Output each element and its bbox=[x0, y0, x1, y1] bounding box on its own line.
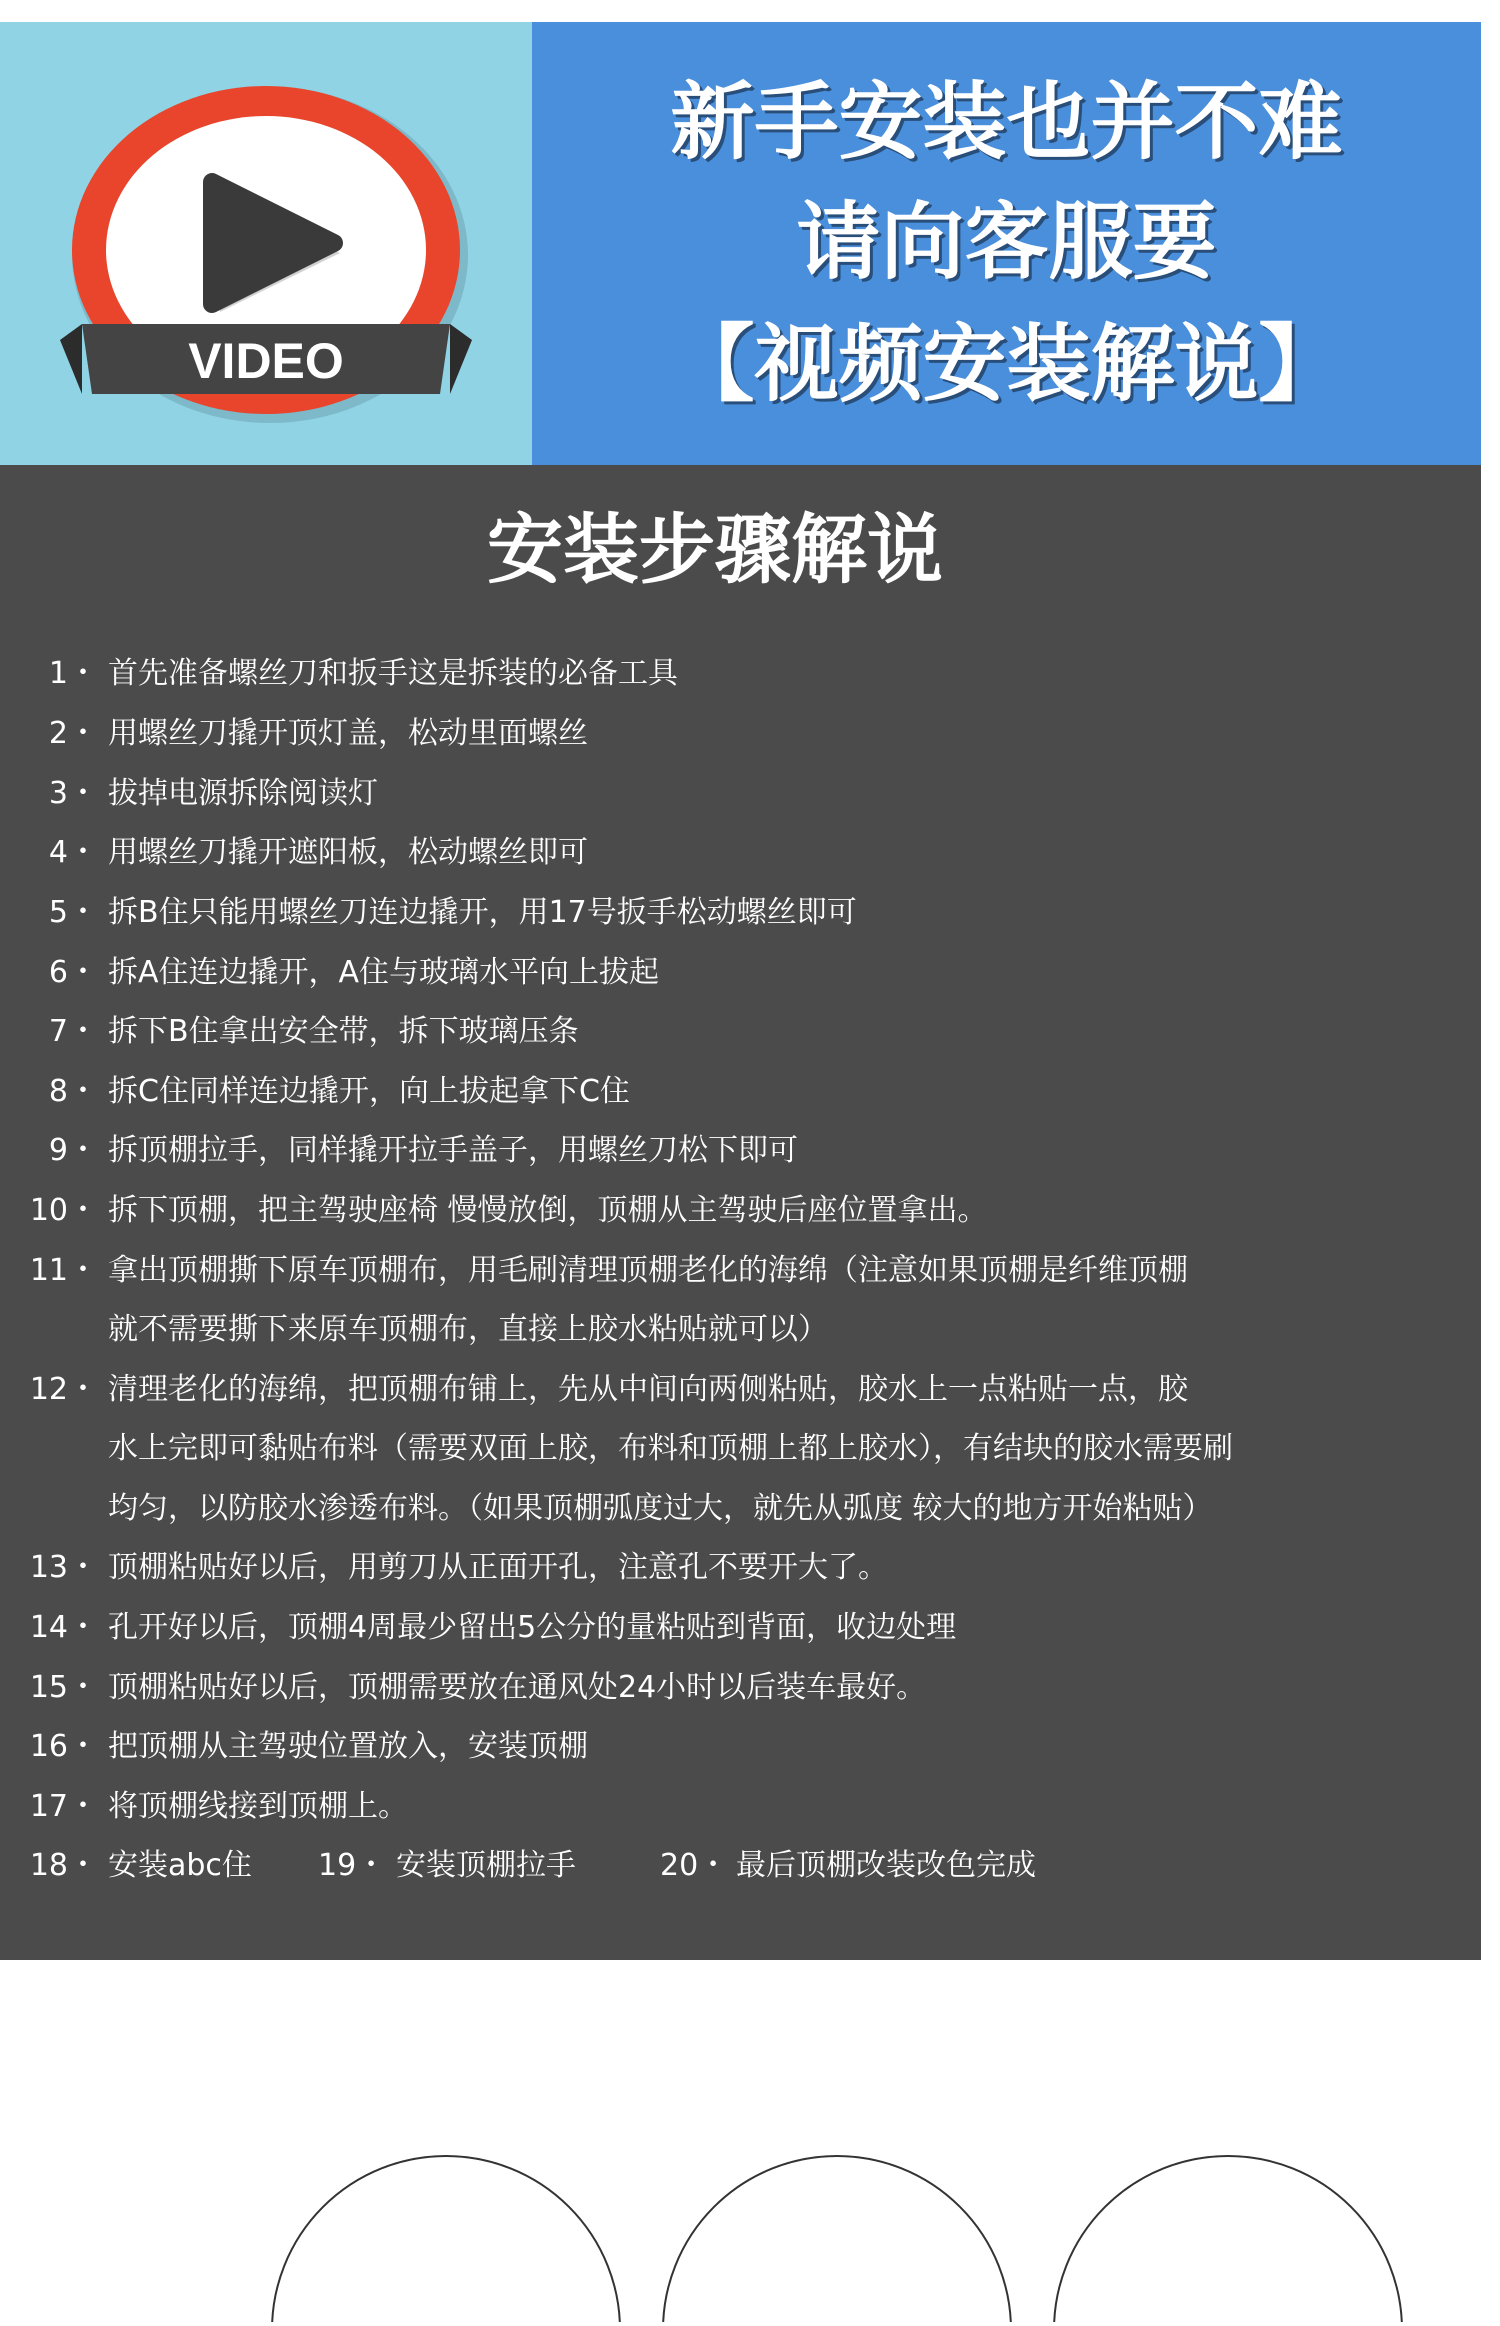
step-text: 拆A住连边撬开，A住与玻璃水平向上拔起 bbox=[108, 955, 660, 990]
step-number: 3・ bbox=[48, 776, 98, 811]
headline-line-2: 请向客服要 bbox=[796, 192, 1217, 291]
step-text: 拆下顶棚，把主驾驶座椅 慢慢放倒，顶棚从主驾驶后座位置拿出。 bbox=[108, 1193, 988, 1228]
circle-decoration bbox=[0, 2130, 1500, 2322]
headline-line-3: 【视频安装解说】 bbox=[670, 314, 1343, 413]
step-text: 安装abc住 bbox=[108, 1848, 252, 1883]
video-play-icon bbox=[0, 22, 532, 465]
step-text: 拆下B住拿出安全带，拆下玻璃压条 bbox=[108, 1014, 579, 1049]
step-text: 拔掉电源拆除阅读灯 bbox=[108, 776, 378, 811]
step-number: 4・ bbox=[48, 835, 98, 870]
step-number: 7・ bbox=[48, 1014, 98, 1049]
installation-steps-panel bbox=[0, 465, 1481, 1960]
step-number: 13・ bbox=[29, 1550, 98, 1585]
step-number: 1・ bbox=[48, 656, 98, 691]
step-number: 18・ bbox=[29, 1848, 98, 1883]
step-number: 17・ bbox=[29, 1789, 98, 1824]
step-text: 拆B住只能用螺丝刀连边撬开，用17号扳手松动螺丝即可 bbox=[108, 895, 857, 930]
video-banner bbox=[0, 22, 1481, 465]
step-number: 6・ bbox=[48, 955, 98, 990]
headline-panel bbox=[532, 22, 1481, 465]
step-number: 10・ bbox=[29, 1193, 98, 1228]
video-logo-panel bbox=[0, 22, 532, 465]
step-text: 拆C住同样连边撬开，向上拔起拿下C住 bbox=[108, 1074, 630, 1109]
step-text: 孔开好以后，顶棚4周最少留出5公分的量粘贴到背面，收边处理 bbox=[108, 1610, 957, 1645]
step-text: 把顶棚从主驾驶位置放入，安装顶棚 bbox=[108, 1729, 588, 1764]
step-text: 最后顶棚改装改色完成 bbox=[736, 1848, 1036, 1883]
steps-title: 安装步骤解说 bbox=[487, 505, 943, 594]
step-text: 顶棚粘贴好以后，用剪刀从正面开孔，注意孔不要开大了。 bbox=[108, 1550, 888, 1585]
step-number: 14・ bbox=[29, 1610, 98, 1645]
step-number: 20・ bbox=[660, 1848, 729, 1883]
step-text: 用螺丝刀撬开顶灯盖，松动里面螺丝 bbox=[108, 716, 588, 751]
step-text: 拆顶棚拉手，同样撬开拉手盖子，用螺丝刀松下即可 bbox=[108, 1133, 798, 1168]
step-number: 11・ bbox=[29, 1253, 98, 1288]
step-text: 安装顶棚拉手 bbox=[396, 1848, 576, 1883]
step-number: 5・ bbox=[48, 895, 98, 930]
headline-line-1: 新手安装也并不难 bbox=[670, 72, 1343, 171]
step-number: 9・ bbox=[48, 1133, 98, 1168]
step-number: 15・ bbox=[29, 1670, 98, 1705]
step-text: 首先准备螺丝刀和扳手这是拆装的必备工具 bbox=[108, 656, 678, 691]
video-label: VIDEO bbox=[188, 333, 344, 389]
circle-outlines bbox=[0, 2130, 1500, 2322]
step-text: 清理老化的海绵，把顶棚布铺上，先从中间向两侧粘贴，胶水上一点粘贴一点，胶 bbox=[108, 1372, 1188, 1407]
step-text: 用螺丝刀撬开遮阳板，松动螺丝即可 bbox=[108, 835, 588, 870]
step-text: 将顶棚线接到顶棚上。 bbox=[108, 1789, 408, 1824]
step-text-continued: 就不需要撕下来原车顶棚布，直接上胶水粘贴就可以） bbox=[108, 1312, 828, 1347]
step-number: 19・ bbox=[318, 1848, 387, 1883]
step-number: 2・ bbox=[48, 716, 98, 751]
step-text-continued: 水上完即可黏贴布料（需要双面上胶，布料和顶棚上都上胶水），有结块的胶水需要刷 bbox=[108, 1431, 1233, 1466]
step-number: 8・ bbox=[48, 1074, 98, 1109]
step-number: 16・ bbox=[29, 1729, 98, 1764]
step-text: 拿出顶棚撕下原车顶棚布，用毛刷清理顶棚老化的海绵（注意如果顶棚是纤维顶棚 bbox=[108, 1253, 1188, 1288]
step-text-continued: 均匀，以防胶水渗透布料。（如果顶棚弧度过大，就先从弧度 较大的地方开始粘贴） bbox=[108, 1491, 1213, 1526]
step-text: 顶棚粘贴好以后，顶棚需要放在通风处24小时以后装车最好。 bbox=[108, 1670, 927, 1705]
step-number: 12・ bbox=[29, 1372, 98, 1407]
